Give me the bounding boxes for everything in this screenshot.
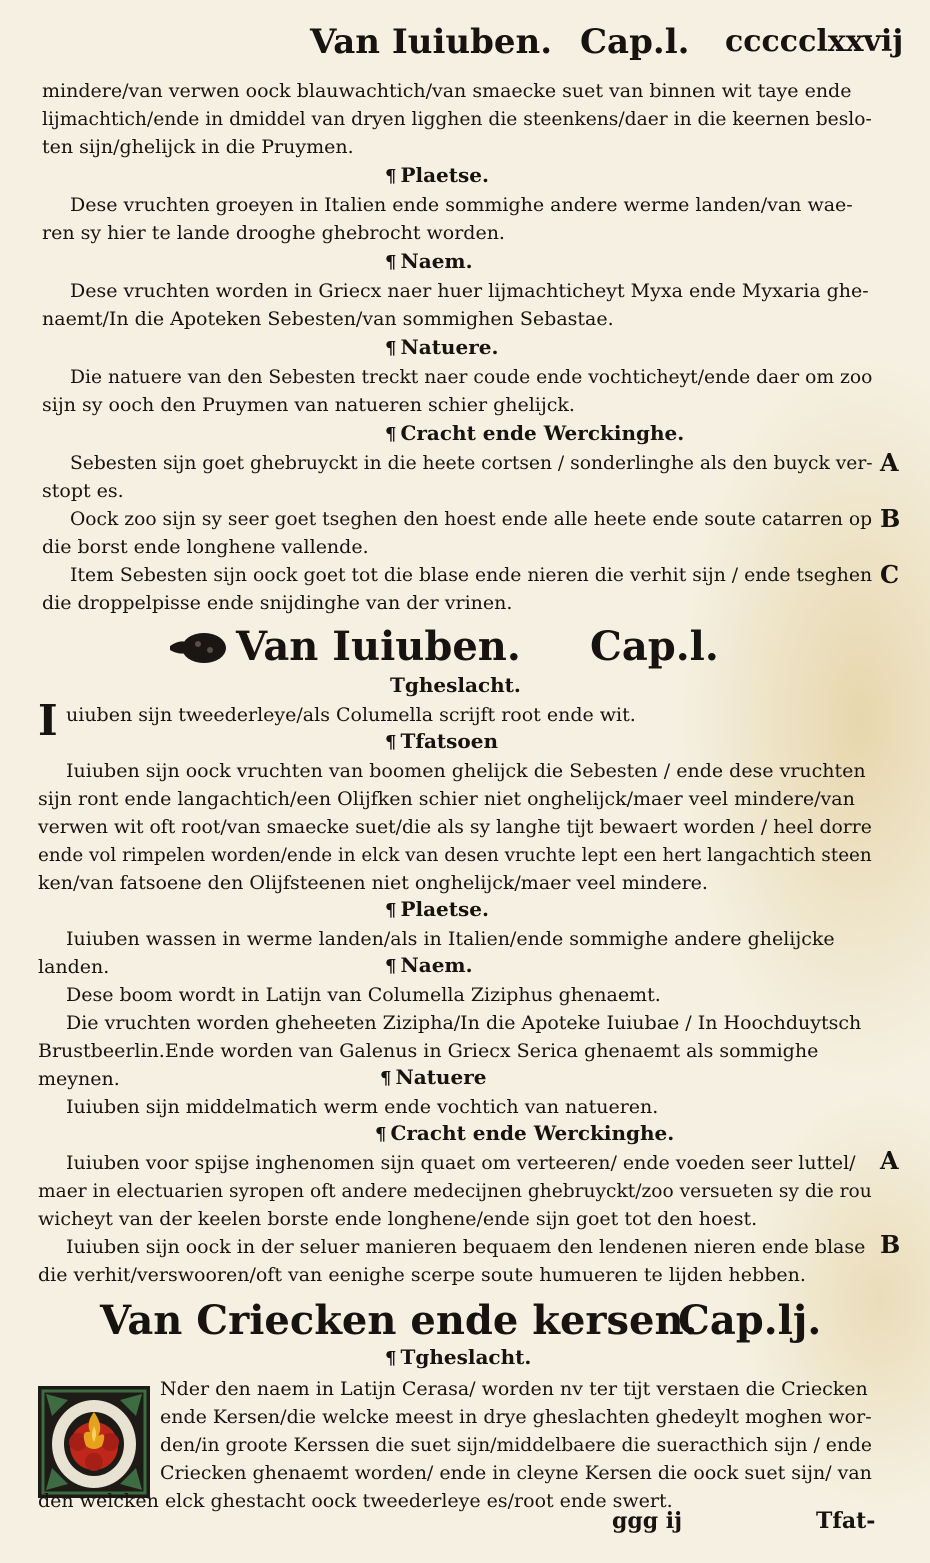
margin-letter: A [880, 1146, 899, 1175]
text-line: wicheyt van der keelen borste ende longhene/ende sijn goet tot den hoest. [38, 1208, 758, 1230]
text-line: maer in electuarien syropen oft andere medecijnen ghebruyckt/zoo versueten sy die rou [38, 1180, 872, 1202]
chapter-title: Van Criecken ende kersen. [100, 1297, 698, 1344]
text-line: die droppelpisse ende snijdinghe van der vrinen. [42, 592, 513, 614]
text-line: Criecken ghenaemt worden/ ende in cleyne Kersen die oock suet sijn/ van [160, 1462, 872, 1484]
text-line: die borst ende longhene vallende. [42, 536, 369, 558]
section-heading: ¶ Natuere [380, 1065, 487, 1089]
section-heading: Tgheslacht. [390, 673, 521, 697]
text-line: ende Kersen/die welcke meest in drye gheslachten ghedeylt moghen wor- [160, 1406, 872, 1428]
folio-number: ccccclxxvij [725, 24, 904, 59]
section-heading: ¶ Naem. [385, 953, 473, 977]
text-line: Item Sebesten sijn oock goet tot die blase ende nieren die verhit sijn / ende tseghen [70, 564, 873, 586]
text-line: Iuiuben sijn middelmatich werm ende vochtich van natueren. [66, 1096, 659, 1118]
text-line: Oock zoo sijn sy seer goet tseghen den hoest ende alle heete ende soute catarren op [70, 508, 873, 530]
section-heading: ¶ Cracht ende Werckinghe. [375, 1121, 675, 1145]
pilcrow-icon: ¶ [385, 166, 397, 187]
section-heading: ¶ Cracht ende Werckinghe. [385, 421, 685, 445]
section-heading: ¶ Plaetse. [385, 897, 489, 921]
text-line: Iuiuben voor spijse inghenomen sijn quaet om verteeren/ ende voeden seer luttel/ [66, 1152, 856, 1174]
text-line: Dese vruchten groeyen in Italien ende sommighe andere werme landen/van wae- [70, 194, 853, 216]
text-line: Die vruchten worden gheheeten Zizipha/In die Apoteke Iuiubae / In Hoochduytsch [66, 1012, 862, 1034]
hand-ornament-icon [168, 628, 230, 668]
text-line: Iuiuben wassen in werme landen/als in Italien/ende sommighe andere ghelijcke [66, 928, 835, 950]
text-line: Iuiuben sijn oock in der seluer manieren bequaem den lendenen nieren ende blase [66, 1236, 866, 1258]
running-head-title: Van Iuiuben. [310, 22, 553, 62]
text-line: sijn ront ende langachtich/een Olijfken schier niet onghelijck/maer veel mindere/van [38, 788, 855, 810]
pilcrow-icon: ¶ [385, 1348, 397, 1369]
text-line: lijmachtich/ende in dmiddel van dryen ligghen die steenkens/daer in die keernen beslo- [42, 108, 872, 130]
chapter-number: Cap.l. [590, 623, 719, 670]
text-line: Sebesten sijn goet ghebruyckt in die heete cortsen / sonderlinghe als den buyck ver- [70, 452, 873, 474]
pilcrow-icon: ¶ [385, 424, 397, 445]
text-line: Dese boom wordt in Latijn van Columella Ziziphus ghenaemt. [66, 984, 661, 1006]
catchword: Tfat- [816, 1508, 876, 1534]
margin-letter: A [880, 448, 899, 477]
text-line: sijn sy ooch den Pruymen van natueren schier ghelijck. [42, 394, 575, 416]
signature-mark: ggg ij [612, 1508, 683, 1534]
text-line: Iuiuben sijn oock vruchten van boomen ghelijck die Sebesten / ende dese vruchten [66, 760, 866, 782]
text-line: stopt es. [42, 480, 124, 502]
pilcrow-icon: ¶ [385, 252, 397, 273]
margin-letter: B [880, 1230, 901, 1259]
text-line: den/in groote Kerssen die suet sijn/middelbaere die sueracthich sijn / ende [160, 1434, 872, 1456]
text-line: den welcken elck ghestacht oock tweederleye es/root ende swert. [38, 1490, 673, 1512]
text-line: mindere/van verwen oock blauwachtich/van smaecke suet van binnen wit taye ende [42, 80, 852, 102]
pilcrow-icon: ¶ [375, 1124, 387, 1145]
pilcrow-icon: ¶ [380, 1068, 392, 1089]
text-line: naemt/In die Apoteken Sebesten/van sommighen Sebastae. [42, 308, 614, 330]
chapter-number: Cap.lj. [678, 1297, 822, 1344]
pilcrow-icon: ¶ [385, 732, 397, 753]
text-line: ende vol rimpelen worden/ende in elck van desen vruchte lept een hert langachtich steen [38, 844, 872, 866]
text-line: Dese vruchten worden in Griecx naer huer lijmachticheyt Myxa ende Myxaria ghe- [70, 280, 869, 302]
running-head-chapter: Cap.l. [580, 22, 690, 62]
text-line: ren sy hier te lande drooghe ghebrocht worden. [42, 222, 505, 244]
text-line: Die natuere van den Sebesten treckt naer coude ende vochticheyt/ende daer om zoo [70, 366, 873, 388]
text-line: ken/van fatsoene den Olijfsteenen niet onghelijck/maer veel mindere. [38, 872, 708, 894]
text-line: uiuben sijn tweederleye/als Columella scrijft root ende wit. [66, 704, 636, 726]
woodcut-initial-o [38, 1386, 150, 1498]
text-line: die verhit/verswooren/oft van eenighe scerpe soute humueren te lijden hebben. [38, 1264, 806, 1286]
text-line: Brustbeerlin.Ende worden van Galenus in Griecx Serica ghenaemt als sommighe [38, 1040, 819, 1062]
initial-letter: I [38, 696, 58, 745]
margin-letter: B [880, 504, 901, 533]
text-line: ten sijn/ghelijck in die Pruymen. [42, 136, 354, 158]
section-heading: ¶ Tgheslacht. [385, 1345, 532, 1369]
text-line: meynen. [38, 1068, 120, 1090]
pilcrow-icon: ¶ [385, 956, 397, 977]
text-line: landen. [38, 956, 110, 978]
section-heading: ¶ Naem. [385, 249, 473, 273]
chapter-title: Van Iuiuben. [236, 623, 521, 670]
section-heading: ¶ Natuere. [385, 335, 499, 359]
section-heading: ¶ Tfatsoen [385, 729, 499, 753]
text-line: verwen wit oft root/van smaecke suet/die als sy langhe tijt bewaert worden / heel dorre [38, 816, 872, 838]
pilcrow-icon: ¶ [385, 338, 397, 359]
pilcrow-icon: ¶ [385, 900, 397, 921]
section-heading: ¶ Plaetse. [385, 163, 489, 187]
text-line: Nder den naem in Latijn Cerasa/ worden nv ter tijt verstaen die Criecken [160, 1378, 868, 1400]
running-head [310, 22, 904, 72]
margin-letter: C [880, 560, 900, 589]
